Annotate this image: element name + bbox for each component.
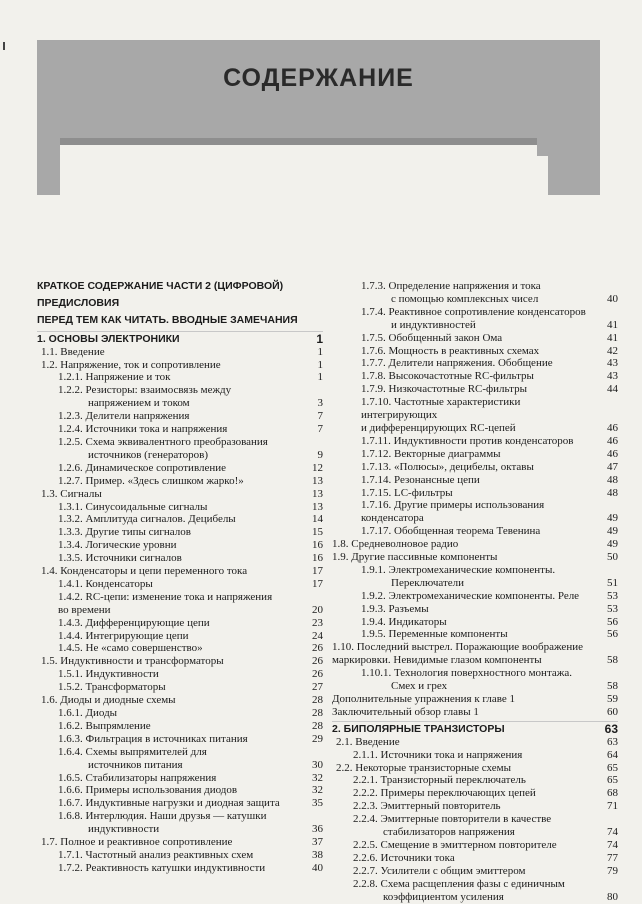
- toc-entry-title: ПРЕДИСЛОВИЯ: [37, 296, 120, 309]
- toc-entry[interactable]: [332, 800, 618, 813]
- toc-entry[interactable]: [37, 539, 323, 552]
- toc-entry-title: 1.7.15. LC-фильтры: [361, 486, 453, 499]
- toc-entry[interactable]: [37, 371, 323, 384]
- toc-entry[interactable]: [332, 332, 618, 345]
- toc-entry[interactable]: [37, 513, 323, 526]
- toc-entry[interactable]: [332, 852, 618, 865]
- toc-page-number: 1: [317, 345, 323, 358]
- toc-page-number: 74: [607, 838, 618, 851]
- toc-entry[interactable]: [37, 410, 323, 423]
- toc-entry-title: 1.3.1. Синусоидальные сигналы: [58, 500, 208, 513]
- toc-page-number: 29: [312, 732, 323, 745]
- toc-entry[interactable]: [37, 797, 323, 810]
- toc-page-number: 71: [607, 800, 618, 813]
- toc-entry-title: 1.6.4. Схемы выпрямителей для источников питания: [58, 745, 207, 771]
- toc-entry[interactable]: [332, 616, 618, 629]
- toc-page-number: 38: [312, 848, 323, 861]
- toc-entry[interactable]: [332, 706, 618, 719]
- toc-heading[interactable]: [332, 721, 618, 736]
- toc-entry[interactable]: [332, 525, 618, 538]
- toc-page-number: 20: [312, 603, 323, 616]
- toc-entry-title: 1.9. Другие пассивные компоненты: [332, 551, 498, 564]
- toc-entry-title: 1.7.1. Частотный анализ реактивных схем: [58, 848, 254, 861]
- toc-entry[interactable]: [332, 590, 618, 603]
- toc-page-number: 3: [317, 397, 323, 410]
- toc-entry[interactable]: [332, 306, 618, 332]
- toc-entry-title: 2.2.7. Усилители с общим эмиттером: [353, 864, 526, 877]
- toc-page-number: 26: [312, 668, 323, 681]
- toc-page-number: 16: [312, 552, 323, 565]
- toc-page-number: 60: [607, 705, 618, 718]
- toc-page-number: 23: [312, 616, 323, 629]
- toc-entry[interactable]: [37, 836, 323, 849]
- toc-heading[interactable]: [37, 314, 323, 327]
- toc-entry-title: 1.7.10. Частотные характеристики интегрирующих и дифференцирующих RC-цепей: [361, 396, 521, 434]
- toc-entry-title: 1.6.3. Фильтрация в источниках питания: [58, 732, 248, 745]
- toc-entry[interactable]: [37, 862, 323, 875]
- toc-column-left: [37, 280, 323, 875]
- toc-entry[interactable]: [332, 749, 618, 762]
- toc-entry-title: 1.10. Последний выстрел. Поражающие воображение маркировки. Невидимые глазом компоненты: [332, 641, 583, 667]
- toc-entry[interactable]: [37, 642, 323, 655]
- toc-entry-title: 2.2.8. Схема расщепления фазы с единичным коэффициентом усиления: [353, 877, 565, 903]
- toc-entry[interactable]: [332, 813, 618, 839]
- toc-entry-title: 1.5. Индуктивности и трансформаторы: [41, 655, 224, 668]
- toc-entry[interactable]: [332, 736, 618, 749]
- toc-entry-title: 2.2.6. Источники тока: [353, 851, 455, 864]
- toc-page-number: 56: [607, 628, 618, 641]
- toc-entry-title: 1.7.9. Низкочастотные RC-фильтры: [361, 383, 527, 396]
- toc-entry-title: 1.7. Полное и реактивное сопротивление: [41, 836, 233, 849]
- toc-entry-title: 1.7.13. «Полюсы», децибелы, октавы: [361, 460, 534, 473]
- toc-page-number: 42: [607, 344, 618, 357]
- toc-entry-title: 1.3. Сигналы: [41, 487, 102, 500]
- toc-entry[interactable]: [332, 774, 618, 787]
- toc-page-number: 64: [607, 748, 618, 761]
- toc-entry[interactable]: [332, 370, 618, 383]
- toc-entry[interactable]: [37, 578, 323, 591]
- toc-entry[interactable]: [332, 693, 618, 706]
- toc-entry[interactable]: [37, 346, 323, 359]
- toc-entry[interactable]: [37, 436, 323, 462]
- toc-entry[interactable]: [332, 603, 618, 616]
- banner-notch: [537, 138, 548, 156]
- toc-page-number: 30: [312, 758, 323, 771]
- toc-page-number: 53: [607, 589, 618, 602]
- toc-page-number: 48: [607, 473, 618, 486]
- toc-entry-title: 1.9.2. Электромеханические компоненты. Реле: [361, 589, 580, 602]
- toc-entry[interactable]: [37, 423, 323, 436]
- toc-page-number: 16: [312, 539, 323, 552]
- toc-page-number: 13: [312, 500, 323, 513]
- toc-page-number: 43: [607, 357, 618, 370]
- toc-page-number: 1: [317, 371, 323, 384]
- toc-entry[interactable]: [37, 720, 323, 733]
- toc-entry-title: 2.1. Введение: [336, 735, 400, 748]
- toc-entry-title: 2.2.1. Транзисторный переключатель: [353, 774, 526, 787]
- toc-page-number: 35: [312, 797, 323, 810]
- toc-entry[interactable]: [37, 849, 323, 862]
- toc-page-number: 46: [607, 421, 618, 434]
- toc-entry[interactable]: [37, 591, 323, 617]
- toc-entry-title: 1.3.2. Амплитуда сигналов. Децибелы: [58, 513, 236, 526]
- toc-page-number: 13: [312, 487, 323, 500]
- toc-heading[interactable]: [37, 297, 323, 310]
- toc-page-number: 9: [317, 448, 323, 461]
- toc-entry[interactable]: [332, 641, 618, 667]
- toc-entry[interactable]: [332, 564, 618, 590]
- toc-page-number: 26: [312, 655, 323, 668]
- toc-entry-title: 1.10.1. Технология поверхностного монтажа. Смех и грех: [361, 667, 573, 693]
- toc-entry[interactable]: [332, 628, 618, 641]
- toc-entry[interactable]: [37, 475, 323, 488]
- toc-page-number: 49: [607, 525, 618, 538]
- toc-page-number: 50: [607, 551, 618, 564]
- toc-entry[interactable]: [332, 538, 618, 551]
- toc-entry-title: 1.7.4. Реактивное сопротивление конденсаторов и индуктивностей: [361, 305, 586, 331]
- toc-entry[interactable]: [332, 551, 618, 564]
- toc-entry[interactable]: [37, 630, 323, 643]
- toc-entry-title: 1.4.4. Интегрирующие цепи: [58, 629, 189, 642]
- banner-cutout: [60, 138, 548, 195]
- toc-entry-title: 1.9.5. Переменные компоненты: [361, 628, 508, 641]
- toc-entry-title: 1.6. Диоды и диодные схемы: [41, 694, 176, 707]
- toc-entry-title: 1.9.3. Разъемы: [361, 602, 429, 615]
- toc-entry-title: 1.4.1. Конденсаторы: [58, 577, 153, 590]
- toc-page-number: 12: [312, 461, 323, 474]
- toc-page-number: 28: [312, 694, 323, 707]
- toc-entry-title: 1.5.2. Трансформаторы: [58, 681, 166, 694]
- toc-entry-title: 2.2.3. Эмиттерный повторитель: [353, 800, 501, 813]
- toc-page-number: 7: [317, 410, 323, 423]
- toc-entry-title: 2.2.5. Смещение в эмиттерном повторителе: [353, 838, 557, 851]
- toc-entry[interactable]: [37, 462, 323, 475]
- toc-entry[interactable]: [332, 396, 618, 435]
- toc-entry[interactable]: [332, 667, 618, 693]
- toc-entry[interactable]: [37, 526, 323, 539]
- toc-entry-title: 1.2.5. Схема эквивалентного преобразования источников (генераторов): [58, 435, 268, 461]
- toc-entry-title: 1.7.17. Обобщенная теорема Тевенина: [361, 525, 541, 538]
- toc-page-number: 15: [312, 526, 323, 539]
- toc-entry-title: 1.7.8. Высокочастотные RC-фильтры: [361, 370, 534, 383]
- toc-page-number: 49: [607, 538, 618, 551]
- toc-page-number: 53: [607, 602, 618, 615]
- toc-page-number: 58: [607, 654, 618, 667]
- toc-page-number: 48: [607, 486, 618, 499]
- toc-page-number: 36: [312, 823, 323, 836]
- toc-page-number: 40: [312, 861, 323, 874]
- toc-page-number: 63: [607, 735, 618, 748]
- toc-page-number: 68: [607, 787, 618, 800]
- toc-page-number: 28: [312, 719, 323, 732]
- toc-page-number: 41: [607, 331, 618, 344]
- toc-entry[interactable]: [332, 345, 618, 358]
- toc-entry-title: 1.4.5. Не «само совершенство»: [58, 642, 203, 655]
- toc-entry-title: 2.2. Некоторые транзисторные схемы: [336, 761, 511, 774]
- toc-entry-title: 1.7.12. Векторные диаграммы: [361, 447, 501, 460]
- toc-page-number: 37: [312, 836, 323, 849]
- toc-entry[interactable]: [37, 668, 323, 681]
- toc-page-number: 56: [607, 615, 618, 628]
- toc-page-number: 65: [607, 774, 618, 787]
- toc-heading[interactable]: [37, 331, 323, 346]
- toc-entry[interactable]: [332, 435, 618, 448]
- toc-entry[interactable]: [332, 499, 618, 525]
- toc-page-number: 28: [312, 707, 323, 719]
- toc-page-number: 46: [607, 447, 618, 460]
- toc-page-number: 46: [607, 434, 618, 447]
- toc-entry-title: 1.3.5. Источники сигналов: [58, 552, 182, 565]
- toc-entry-title: КРАТКОЕ СОДЕРЖАНИЕ ЧАСТИ 2 (ЦИФРОВОЙ): [37, 280, 284, 292]
- toc-entry-title: 1.7.11. Индуктивности против конденсаторов: [361, 434, 574, 447]
- toc-entry-title: 1.6.1. Диоды: [58, 707, 118, 719]
- toc-entry-title: 2.2.2. Примеры переключающих цепей: [353, 787, 536, 800]
- toc-entry-title: 1.6.7. Индуктивные нагрузки и диодная защита: [58, 797, 280, 810]
- toc-entry-title: 1.6.8. Интерлюдия. Наши друзья — катушки индуктивности: [58, 810, 267, 836]
- toc-entry-title: 1.4.2. RC-цепи: изменение тока и напряжения во времени: [58, 590, 273, 616]
- toc-entry-title: 1.7.16. Другие примеры использования конденсатора: [361, 499, 545, 525]
- margin-mark: [3, 42, 5, 50]
- toc-page-number: 17: [312, 565, 323, 578]
- toc-page-number: 27: [312, 681, 323, 694]
- toc-page-number: 14: [312, 513, 323, 526]
- toc-entry[interactable]: [37, 359, 323, 372]
- toc-page-number: 77: [607, 851, 618, 864]
- toc-entry-title: 2.2.4. Эмиттерные повторители в качестве стабилизаторов напряжения: [353, 813, 552, 839]
- toc-entry[interactable]: [332, 787, 618, 800]
- toc-entry[interactable]: [37, 681, 323, 694]
- toc-entry-title: 1.4.3. Дифференцирующие цепи: [58, 616, 210, 629]
- toc-entry-title: 1.2. Напряжение, ток и сопротивление: [41, 358, 221, 371]
- toc-entry-title: 1.7.5. Обобщенный закон Ома: [361, 331, 503, 344]
- toc-page-number: 74: [607, 826, 618, 839]
- toc-entry[interactable]: [37, 733, 323, 746]
- toc-entry[interactable]: [332, 280, 618, 306]
- toc-entry-title: 1.6.6. Примеры использования диодов: [58, 784, 238, 797]
- toc-page-number: 24: [312, 629, 323, 642]
- toc-entry[interactable]: [37, 552, 323, 565]
- toc-entry-title: 1.4. Конденсаторы и цепи переменного тока: [41, 565, 248, 578]
- toc-entry[interactable]: [332, 461, 618, 474]
- toc-entry[interactable]: [37, 707, 323, 720]
- toc-page-number: 59: [607, 693, 618, 705]
- toc-page-number: 47: [607, 460, 618, 473]
- toc-entry-title: 1.7.14. Резонансные цепи: [361, 473, 480, 486]
- toc-entry-title: 1.8. Средневолновое радио: [332, 538, 459, 551]
- toc-entry-title: 1.7.2. Реактивность катушки индуктивности: [58, 861, 266, 874]
- toc-page-number: 49: [607, 512, 618, 525]
- toc-page-number: 79: [607, 864, 618, 877]
- toc-entry[interactable]: [37, 784, 323, 797]
- toc-page-number: 32: [312, 784, 323, 797]
- toc-page-number: 13: [312, 474, 323, 487]
- toc-entry-title: 1.7.7. Делители напряжения. Обобщение: [361, 357, 553, 370]
- toc-entry-title: 1.3.3. Другие типы сигналов: [58, 526, 191, 539]
- toc-entry[interactable]: [332, 487, 618, 500]
- toc-page-number: 51: [607, 576, 618, 589]
- toc-entry[interactable]: [37, 565, 323, 578]
- toc-entry-title: Заключительный обзор главы 1: [332, 705, 479, 718]
- toc-entry[interactable]: [37, 746, 323, 772]
- toc-entry[interactable]: [332, 865, 618, 878]
- toc-entry-title: 1.7.6. Мощность в реактивных схемах: [361, 344, 540, 357]
- toc-entry-title: 1.2.3. Делители напряжения: [58, 410, 190, 423]
- toc-page-number: 43: [607, 370, 618, 383]
- toc-page-number: 63: [604, 721, 618, 736]
- toc-entry[interactable]: [37, 772, 323, 785]
- toc-entry-title: 1.7.3. Определение напряжения и тока с помощью комплексных чисел: [361, 280, 541, 305]
- toc-entry-title: 1.3.4. Логические уровни: [58, 539, 177, 552]
- toc-heading[interactable]: [37, 280, 323, 293]
- toc-entry[interactable]: [332, 383, 618, 396]
- toc-entry-title: 1.9.4. Индикаторы: [361, 615, 447, 628]
- toc-page-number: 80: [607, 890, 618, 903]
- toc-page-number: 32: [312, 771, 323, 784]
- toc-entry-title: 1.2.7. Пример. «Здесь слишком жарко!»: [58, 474, 244, 487]
- toc-page-number: 17: [312, 577, 323, 590]
- toc-page-number: 58: [607, 680, 618, 693]
- toc-entry-title: 1.2.2. Резисторы: взаимосвязь между напряжением и током: [58, 384, 232, 410]
- toc-page-number: 44: [607, 383, 618, 396]
- toc-entry[interactable]: [332, 474, 618, 487]
- toc-column-right: [332, 280, 618, 904]
- toc-entry[interactable]: [37, 501, 323, 514]
- toc-page-number: 65: [607, 761, 618, 774]
- toc-entry-title: 1.2.1. Напряжение и ток: [58, 371, 171, 384]
- toc-entry-title: 1.2.4. Источники тока и напряжения: [58, 423, 228, 436]
- toc-page-number: 1: [317, 358, 323, 371]
- toc-entry[interactable]: [37, 384, 323, 410]
- toc-entry[interactable]: [37, 655, 323, 668]
- toc-entry[interactable]: [332, 448, 618, 461]
- toc-entry-title: 1.9.1. Электромеханические компоненты. Переключатели: [361, 563, 556, 589]
- toc-entry-title: 1. ОСНОВЫ ЭЛЕКТРОНИКИ: [37, 332, 180, 345]
- toc-entry[interactable]: [37, 810, 323, 836]
- toc-entry-title: 2.1.1. Источники тока и напряжения: [353, 748, 523, 761]
- toc-entry-title: 1.5.1. Индуктивности: [58, 668, 159, 681]
- toc-entry-title: 1.6.5. Стабилизаторы напряжения: [58, 771, 217, 784]
- toc-page-number: 26: [312, 642, 323, 655]
- toc-entry[interactable]: [37, 694, 323, 707]
- toc-page-number: 7: [317, 423, 323, 436]
- toc-entry[interactable]: [37, 488, 323, 501]
- toc-page-number: 41: [607, 318, 618, 331]
- toc-entry[interactable]: [332, 839, 618, 852]
- toc-entry-title: ПЕРЕД ТЕМ КАК ЧИТАТЬ. ВВОДНЫЕ ЗАМЕЧАНИЯ: [37, 313, 298, 326]
- toc-entry-title: 1.2.6. Динамическое сопротивление: [58, 461, 227, 474]
- page-title: СОДЕРЖАНИЕ: [223, 64, 414, 92]
- toc-entry-title: 1.1. Введение: [41, 345, 105, 358]
- toc-entry-title: 1.6.2. Выпрямление: [58, 719, 151, 732]
- toc-page-number: 40: [607, 292, 618, 305]
- toc-entry[interactable]: [332, 762, 618, 775]
- toc-entry[interactable]: [37, 617, 323, 630]
- toc-page-number: 1: [316, 331, 323, 346]
- toc-entry-title: Дополнительные упражнения к главе 1: [332, 693, 516, 705]
- toc-entry[interactable]: [332, 357, 618, 370]
- toc-entry-title: 2. БИПОЛЯРНЫЕ ТРАНЗИСТОРЫ: [332, 722, 505, 735]
